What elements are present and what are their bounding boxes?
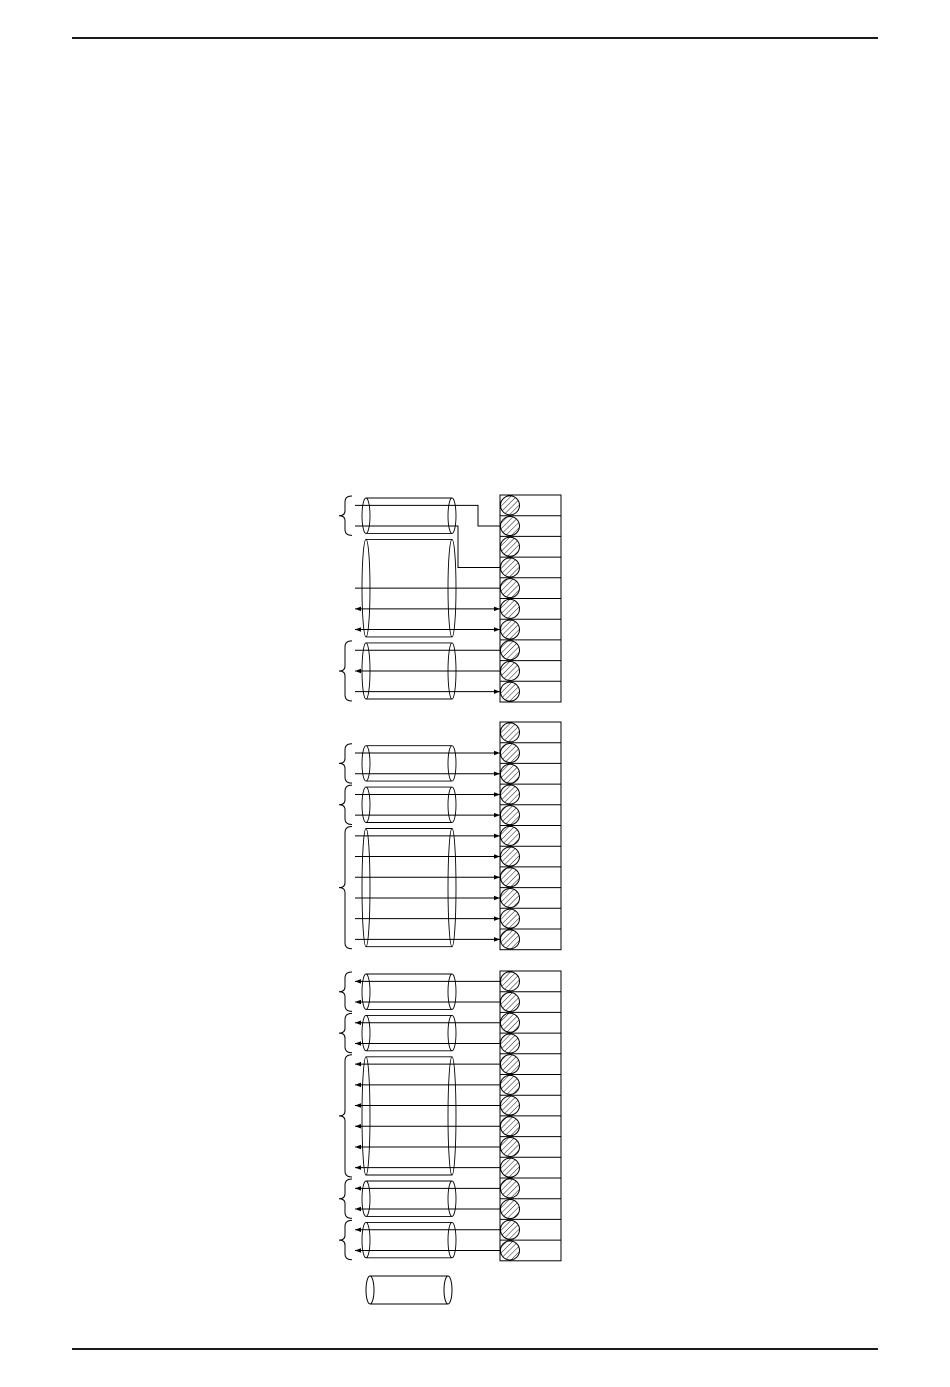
terminal-screw-icon [501, 558, 520, 577]
terminal-screw-icon [501, 682, 520, 701]
brace-icon [339, 641, 352, 701]
terminal-screw-icon [501, 1220, 520, 1239]
terminal-screw-icon [501, 579, 520, 598]
brace-icon [339, 785, 352, 824]
terminal-screw-icon [501, 661, 520, 680]
brace-icon [339, 1220, 352, 1259]
terminal-screw-icon [501, 785, 520, 804]
terminal-screw-icon [501, 517, 520, 536]
cable-shield-icon [362, 1222, 456, 1257]
block-1 [339, 495, 561, 702]
block-3 [339, 971, 561, 1261]
terminal-screw-icon [501, 909, 520, 928]
cable-shield-icon [362, 746, 456, 781]
brace-icon [339, 496, 352, 535]
terminal-screw-icon [501, 993, 520, 1012]
terminal-screw-icon [501, 1117, 520, 1136]
terminal-screw-icon [501, 1241, 520, 1260]
cable-shield-icon [362, 1057, 456, 1175]
terminal-screw-icon [501, 1034, 520, 1053]
cable-shield-icon [362, 787, 456, 822]
brace-icon [339, 972, 352, 1011]
terminal-screw-icon [501, 888, 520, 907]
terminal-screw-icon [501, 1075, 520, 1094]
terminal-screw-icon [501, 868, 520, 887]
terminal-screw-icon [501, 537, 520, 556]
terminal-screw-icon [501, 806, 520, 825]
terminal-screw-icon [501, 496, 520, 515]
cable-shield-icon [362, 829, 456, 947]
terminal-screw-icon [501, 972, 520, 991]
terminal-screw-icon [501, 930, 520, 949]
wire-jog [355, 505, 500, 526]
terminal-screw-icon [501, 599, 520, 618]
terminal-screw-icon [501, 1137, 520, 1156]
cable-shield-icon [362, 1015, 456, 1050]
cable-shield-icon [362, 974, 456, 1009]
brace-icon [339, 1013, 352, 1052]
terminal-screw-icon [501, 1179, 520, 1198]
cable-shield-icon [362, 1181, 456, 1216]
terminal-screw-icon [501, 723, 520, 742]
wire-jog [355, 526, 500, 567]
brace-icon [339, 827, 352, 949]
terminal-screw-icon [501, 641, 520, 660]
terminal-screw-icon [501, 620, 520, 639]
brace-icon [339, 744, 352, 783]
terminal-screw-icon [501, 744, 520, 763]
terminal-screw-icon [501, 764, 520, 783]
terminal-screw-icon [501, 1158, 520, 1177]
block-2 [339, 722, 561, 950]
terminal-screw-icon [501, 1013, 520, 1032]
brace-icon [339, 1055, 352, 1177]
terminal-screw-icon [501, 847, 520, 866]
brace-icon [339, 1179, 352, 1218]
terminal-screw-icon [501, 1200, 520, 1219]
terminal-screw-icon [501, 1096, 520, 1115]
terminal-screw-icon [501, 1055, 520, 1074]
cable-shield-icon [362, 498, 456, 533]
legend-shielded-cable-icon [366, 1276, 452, 1304]
terminal-screw-icon [501, 826, 520, 845]
